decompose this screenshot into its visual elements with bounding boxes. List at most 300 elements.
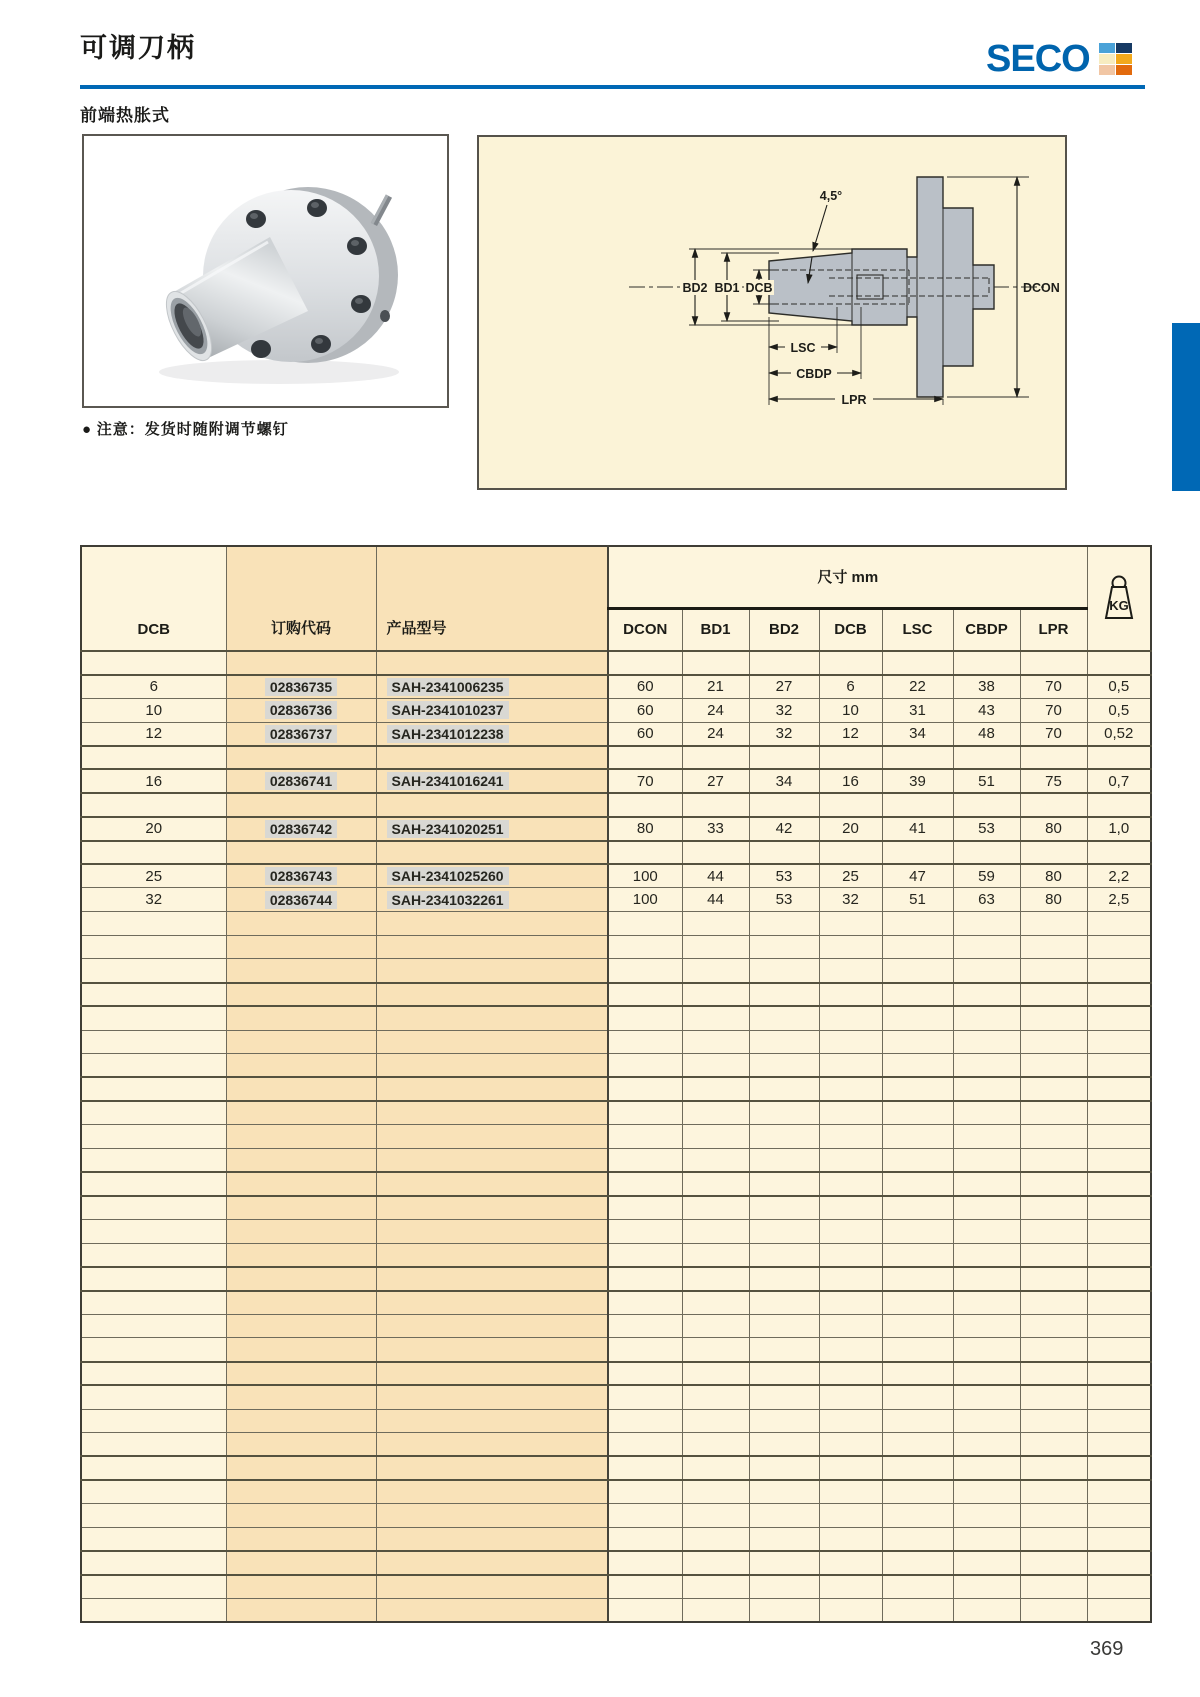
cell-kg: [1087, 1504, 1151, 1528]
cell-product-model: [376, 1054, 608, 1078]
cell-cbdp: [953, 1575, 1020, 1599]
cell-order-code: [226, 675, 376, 699]
cell-kg: [1087, 1527, 1151, 1551]
cell-bd2: [749, 1172, 819, 1196]
logo-square: [1116, 65, 1132, 75]
cell-cbdp: [953, 1504, 1020, 1528]
product-model-value: SAH-2341010237: [387, 701, 509, 719]
table-row-blank: [81, 1385, 1151, 1409]
cell-cbdp: [953, 1291, 1020, 1315]
cell-order-code: [226, 983, 376, 1007]
cell-kg: [1087, 1338, 1151, 1362]
cell-dcb: [81, 1148, 226, 1172]
cell-bd2: [749, 1196, 819, 1220]
cell-dcb: [81, 1314, 226, 1338]
cell-lsc: [882, 1030, 953, 1054]
cell-lpr: 70: [1020, 722, 1087, 746]
cell-dcb-mm: [819, 1196, 882, 1220]
cell-dcb: 12: [81, 722, 226, 746]
cell-dcon: [608, 1196, 682, 1220]
cell-kg: 0,5: [1087, 698, 1151, 722]
table-row: [81, 769, 1151, 793]
order-code-value: 02836742: [265, 820, 337, 838]
cell-lsc: [882, 1148, 953, 1172]
cell-product-model: [376, 1291, 608, 1315]
cell-dcb: [81, 935, 226, 959]
cell-bd1: [682, 1314, 749, 1338]
cell-lpr: [1020, 935, 1087, 959]
cell-dcb: [81, 1243, 226, 1267]
cell-order-code: [226, 746, 376, 770]
cell-order-code: [226, 1385, 376, 1409]
cell-dcb: [81, 1220, 226, 1244]
cell-bd2: [749, 1148, 819, 1172]
cell-cbdp: [953, 1148, 1020, 1172]
table-row: [81, 864, 1151, 888]
cell-bd1: [682, 1291, 749, 1315]
cell-bd1: [682, 841, 749, 865]
cell-dcon: [608, 1030, 682, 1054]
table-row-separator: [81, 1456, 1151, 1480]
cell-lpr: [1020, 1196, 1087, 1220]
cell-lpr: [1020, 1456, 1087, 1480]
cell-product-model: [376, 1077, 608, 1101]
cell-dcb: [81, 1575, 226, 1599]
cell-cbdp: 48: [953, 722, 1020, 746]
cell-dcb-mm: [819, 1267, 882, 1291]
cell-cbdp: [953, 1125, 1020, 1149]
table-row-separator: [81, 983, 1151, 1007]
cell-lsc: [882, 1125, 953, 1149]
cell-dcon: [608, 1172, 682, 1196]
table-row-blank: [81, 1101, 1151, 1125]
table-row-blank: [81, 1575, 1151, 1599]
cell-bd2: [749, 793, 819, 817]
product-model-value: SAH-2341012238: [387, 725, 509, 743]
col-header-cbdp: CBDP: [953, 608, 1020, 651]
cell-bd1: 33: [682, 817, 749, 841]
cell-product-model: [376, 793, 608, 817]
cell-order-code: [226, 1291, 376, 1315]
cell-order-code: [226, 1504, 376, 1528]
cell-order-code: [226, 769, 376, 793]
cell-cbdp: 53: [953, 817, 1020, 841]
cell-bd2: 42: [749, 817, 819, 841]
cell-lpr: [1020, 1575, 1087, 1599]
cell-lpr: 80: [1020, 864, 1087, 888]
cell-lpr: [1020, 1030, 1087, 1054]
cell-dcon: [608, 912, 682, 936]
cell-cbdp: 59: [953, 864, 1020, 888]
cell-dcb-mm: [819, 1101, 882, 1125]
cell-dcb: [81, 983, 226, 1007]
order-code-value: 02836736: [265, 701, 337, 719]
cell-dcb: [81, 1504, 226, 1528]
cell-dcb: [81, 912, 226, 936]
table-row-blank: [81, 1409, 1151, 1433]
cell-order-code: [226, 912, 376, 936]
cell-dcon: 100: [608, 888, 682, 912]
table-row-separator: [81, 1077, 1151, 1101]
cell-lsc: [882, 651, 953, 675]
cell-cbdp: [953, 1314, 1020, 1338]
cell-lpr: [1020, 1480, 1087, 1504]
cell-dcb: [81, 1030, 226, 1054]
cell-lsc: 47: [882, 864, 953, 888]
cell-dcon: 60: [608, 675, 682, 699]
table-row-separator: [81, 793, 1151, 817]
cell-lsc: [882, 935, 953, 959]
cell-kg: 0,5: [1087, 675, 1151, 699]
cell-order-code: [226, 1575, 376, 1599]
cell-cbdp: [953, 935, 1020, 959]
cell-dcb-mm: [819, 841, 882, 865]
table-row-blank: [81, 1291, 1151, 1315]
table-row-separator: [81, 1172, 1151, 1196]
cell-dcb: [81, 1551, 226, 1575]
table-row-blank: [81, 1338, 1151, 1362]
kg-label: KG: [1109, 597, 1129, 613]
logo-square: [1116, 43, 1132, 53]
cell-bd2: [749, 1006, 819, 1030]
cell-dcb-mm: [819, 1172, 882, 1196]
cell-product-model: [376, 1599, 608, 1623]
cell-order-code: [226, 698, 376, 722]
cell-dcon: [608, 983, 682, 1007]
cell-product-model: [376, 1385, 608, 1409]
cell-bd1: [682, 912, 749, 936]
product-model-value: SAH-2341016241: [387, 772, 509, 790]
cell-lpr: [1020, 651, 1087, 675]
cell-bd1: [682, 959, 749, 983]
cell-order-code: [226, 793, 376, 817]
cell-cbdp: 63: [953, 888, 1020, 912]
cell-lsc: 34: [882, 722, 953, 746]
cell-dcb: [81, 1385, 226, 1409]
cell-dcb-mm: 10: [819, 698, 882, 722]
cell-lsc: [882, 1433, 953, 1457]
col-header-bd1: BD1: [682, 608, 749, 651]
cell-dcb: [81, 1125, 226, 1149]
table-row-blank: [81, 1148, 1151, 1172]
product-model-value: SAH-2341025260: [387, 867, 509, 885]
cell-lpr: [1020, 1504, 1087, 1528]
cell-dcb: [81, 1267, 226, 1291]
cell-dcon: [608, 1243, 682, 1267]
cell-bd2: 32: [749, 722, 819, 746]
table-row-blank: [81, 1054, 1151, 1078]
cell-dcon: [608, 1599, 682, 1623]
cell-product-model: [376, 1504, 608, 1528]
cell-product-model: [376, 1243, 608, 1267]
cell-dcon: [608, 651, 682, 675]
cell-dcb-mm: [819, 959, 882, 983]
cell-bd2: [749, 1054, 819, 1078]
cell-dcb-mm: [819, 651, 882, 675]
cell-bd1: [682, 1409, 749, 1433]
cell-lsc: [882, 1338, 953, 1362]
cell-lpr: [1020, 1338, 1087, 1362]
cell-cbdp: [953, 1385, 1020, 1409]
cell-bd2: [749, 959, 819, 983]
cell-lsc: [882, 912, 953, 936]
cell-dcb-mm: [819, 1480, 882, 1504]
cell-kg: [1087, 1314, 1151, 1338]
cell-product-model: [376, 983, 608, 1007]
dimensions-header: 尺寸 mm: [608, 546, 1087, 608]
cell-dcon: 70: [608, 769, 682, 793]
cell-dcon: [608, 841, 682, 865]
cell-lsc: [882, 1243, 953, 1267]
cell-lsc: [882, 1480, 953, 1504]
cell-bd2: [749, 1527, 819, 1551]
cell-kg: [1087, 1551, 1151, 1575]
cell-dcb: [81, 1599, 226, 1623]
cell-bd2: [749, 1599, 819, 1623]
cell-bd1: [682, 1243, 749, 1267]
cell-bd1: [682, 1551, 749, 1575]
table-row: [81, 722, 1151, 746]
cell-lsc: [882, 1409, 953, 1433]
cell-dcon: [608, 746, 682, 770]
cell-kg: [1087, 793, 1151, 817]
table-row-blank: [81, 1527, 1151, 1551]
cell-bd2: [749, 1125, 819, 1149]
cell-cbdp: [953, 1409, 1020, 1433]
col-header-order-code: 订购代码: [226, 546, 376, 651]
cell-bd2: [749, 1267, 819, 1291]
cell-bd1: [682, 1504, 749, 1528]
cell-order-code: [226, 935, 376, 959]
cell-cbdp: [953, 1527, 1020, 1551]
cell-lpr: [1020, 912, 1087, 936]
col-header-dcb: DCB: [81, 546, 226, 651]
cell-cbdp: [953, 1172, 1020, 1196]
cell-dcon: [608, 1291, 682, 1315]
cell-dcb-mm: 12: [819, 722, 882, 746]
cell-dcb-mm: [819, 1243, 882, 1267]
table-row-separator: [81, 1267, 1151, 1291]
cell-dcb: [81, 1338, 226, 1362]
cell-lsc: [882, 1575, 953, 1599]
cell-bd2: 53: [749, 888, 819, 912]
cell-lpr: [1020, 1148, 1087, 1172]
technical-diagram: [479, 137, 1065, 488]
cell-order-code: [226, 1125, 376, 1149]
cell-lpr: 70: [1020, 698, 1087, 722]
cell-bd2: [749, 1362, 819, 1386]
cell-kg: [1087, 912, 1151, 936]
cell-cbdp: [953, 983, 1020, 1007]
cell-bd2: 27: [749, 675, 819, 699]
cell-dcb-mm: [819, 1314, 882, 1338]
cell-product-model: [376, 817, 608, 841]
cell-dcb: 25: [81, 864, 226, 888]
cell-kg: [1087, 1220, 1151, 1244]
cell-product-model: [376, 722, 608, 746]
cell-lsc: 39: [882, 769, 953, 793]
cell-dcon: [608, 1125, 682, 1149]
cell-bd2: [749, 1575, 819, 1599]
cell-bd1: [682, 1172, 749, 1196]
cell-order-code: [226, 1362, 376, 1386]
cell-dcb: [81, 1054, 226, 1078]
cell-dcon: [608, 935, 682, 959]
diagram-label-dcon: DCON: [1023, 281, 1060, 295]
cell-bd1: [682, 1006, 749, 1030]
table-row-blank: [81, 1599, 1151, 1623]
cell-kg: [1087, 1101, 1151, 1125]
cell-dcb: [81, 1527, 226, 1551]
col-header-lsc: LSC: [882, 608, 953, 651]
cell-product-model: [376, 864, 608, 888]
cell-bd2: [749, 1220, 819, 1244]
cell-dcb-mm: 32: [819, 888, 882, 912]
cell-order-code: [226, 722, 376, 746]
cell-kg: 2,2: [1087, 864, 1151, 888]
cell-order-code: [226, 1030, 376, 1054]
cell-lpr: [1020, 1362, 1087, 1386]
cell-bd2: [749, 1480, 819, 1504]
cell-kg: 2,5: [1087, 888, 1151, 912]
cell-dcb: [81, 1433, 226, 1457]
cell-cbdp: [953, 1338, 1020, 1362]
cell-dcb-mm: [819, 1433, 882, 1457]
table-row-separator: [81, 1362, 1151, 1386]
table-row-blank: [81, 1030, 1151, 1054]
cell-dcb: 6: [81, 675, 226, 699]
cell-lsc: [882, 983, 953, 1007]
cell-order-code: [226, 1006, 376, 1030]
cell-product-model: [376, 651, 608, 675]
cell-lsc: [882, 1504, 953, 1528]
cell-bd1: [682, 1030, 749, 1054]
cell-dcon: [608, 1527, 682, 1551]
cell-bd2: [749, 1338, 819, 1362]
cell-cbdp: [953, 1196, 1020, 1220]
cell-product-model: [376, 1267, 608, 1291]
cell-lpr: [1020, 1125, 1087, 1149]
table-row-separator: [81, 1551, 1151, 1575]
cell-bd2: [749, 1101, 819, 1125]
cell-dcb-mm: 6: [819, 675, 882, 699]
cell-order-code: [226, 864, 376, 888]
cell-dcb-mm: [819, 912, 882, 936]
cell-lsc: [882, 1267, 953, 1291]
cell-order-code: [226, 1220, 376, 1244]
cell-bd1: [682, 1527, 749, 1551]
table-row: [81, 817, 1151, 841]
cell-dcb-mm: [819, 1575, 882, 1599]
cell-cbdp: [953, 1433, 1020, 1457]
cell-dcb-mm: [819, 1006, 882, 1030]
cell-bd2: [749, 651, 819, 675]
cell-product-model: [376, 1172, 608, 1196]
cell-cbdp: 43: [953, 698, 1020, 722]
cell-bd1: [682, 651, 749, 675]
cell-dcb-mm: [819, 1409, 882, 1433]
cell-dcb: [81, 1172, 226, 1196]
cell-dcb-mm: [819, 1125, 882, 1149]
header-rule: [80, 85, 1145, 89]
table-row-blank: [81, 1220, 1151, 1244]
cell-kg: [1087, 1006, 1151, 1030]
cell-kg: [1087, 1409, 1151, 1433]
cell-dcon: [608, 793, 682, 817]
cell-dcb: [81, 1006, 226, 1030]
cell-cbdp: [953, 1101, 1020, 1125]
cell-lsc: [882, 1551, 953, 1575]
cell-dcb-mm: 20: [819, 817, 882, 841]
cell-cbdp: [953, 959, 1020, 983]
table-row-separator: [81, 841, 1151, 865]
cell-order-code: [226, 1243, 376, 1267]
cell-bd2: 53: [749, 864, 819, 888]
diagram-label-lsc: LSC: [790, 341, 816, 355]
cell-dcb-mm: [819, 1504, 882, 1528]
product-model-value: SAH-2341006235: [387, 678, 509, 696]
cell-bd1: [682, 1599, 749, 1623]
cell-dcb-mm: [819, 1030, 882, 1054]
cell-bd1: [682, 1148, 749, 1172]
table-row-blank: [81, 1125, 1151, 1149]
cell-dcb: 10: [81, 698, 226, 722]
cell-bd1: [682, 1101, 749, 1125]
cell-lsc: [882, 959, 953, 983]
logo-text: SECO: [986, 38, 1090, 80]
cell-dcb-mm: [819, 793, 882, 817]
cell-dcb: [81, 651, 226, 675]
cell-lpr: [1020, 841, 1087, 865]
cell-kg: [1087, 1291, 1151, 1315]
cell-cbdp: [953, 1054, 1020, 1078]
cell-bd1: [682, 1077, 749, 1101]
cell-dcb: [81, 1101, 226, 1125]
cell-dcb: [81, 959, 226, 983]
cell-kg: 1,0: [1087, 817, 1151, 841]
cell-bd1: [682, 1267, 749, 1291]
cell-dcb-mm: [819, 983, 882, 1007]
cell-kg: [1087, 1054, 1151, 1078]
cell-lsc: [882, 1077, 953, 1101]
cell-lpr: [1020, 1006, 1087, 1030]
cell-bd1: [682, 1456, 749, 1480]
diagram-label-cbdp: CBDP: [796, 367, 832, 381]
cell-product-model: [376, 1551, 608, 1575]
cell-lsc: 51: [882, 888, 953, 912]
cell-lpr: [1020, 1433, 1087, 1457]
product-table: [80, 545, 1152, 1623]
cell-lsc: [882, 1456, 953, 1480]
cell-cbdp: [953, 793, 1020, 817]
cell-product-model: [376, 1101, 608, 1125]
weight-column-header: [1087, 546, 1151, 651]
cell-bd1: [682, 1362, 749, 1386]
cell-product-model: [376, 1338, 608, 1362]
cell-lsc: [882, 1006, 953, 1030]
cell-dcb-mm: [819, 1527, 882, 1551]
cell-kg: [1087, 1077, 1151, 1101]
cell-cbdp: [953, 1220, 1020, 1244]
cell-dcon: [608, 1456, 682, 1480]
cell-bd1: 27: [682, 769, 749, 793]
cell-kg: [1087, 983, 1151, 1007]
cell-bd2: [749, 841, 819, 865]
table-row-separator: [81, 651, 1151, 675]
cell-bd1: [682, 1196, 749, 1220]
cell-cbdp: [953, 841, 1020, 865]
cell-cbdp: [953, 1599, 1020, 1623]
